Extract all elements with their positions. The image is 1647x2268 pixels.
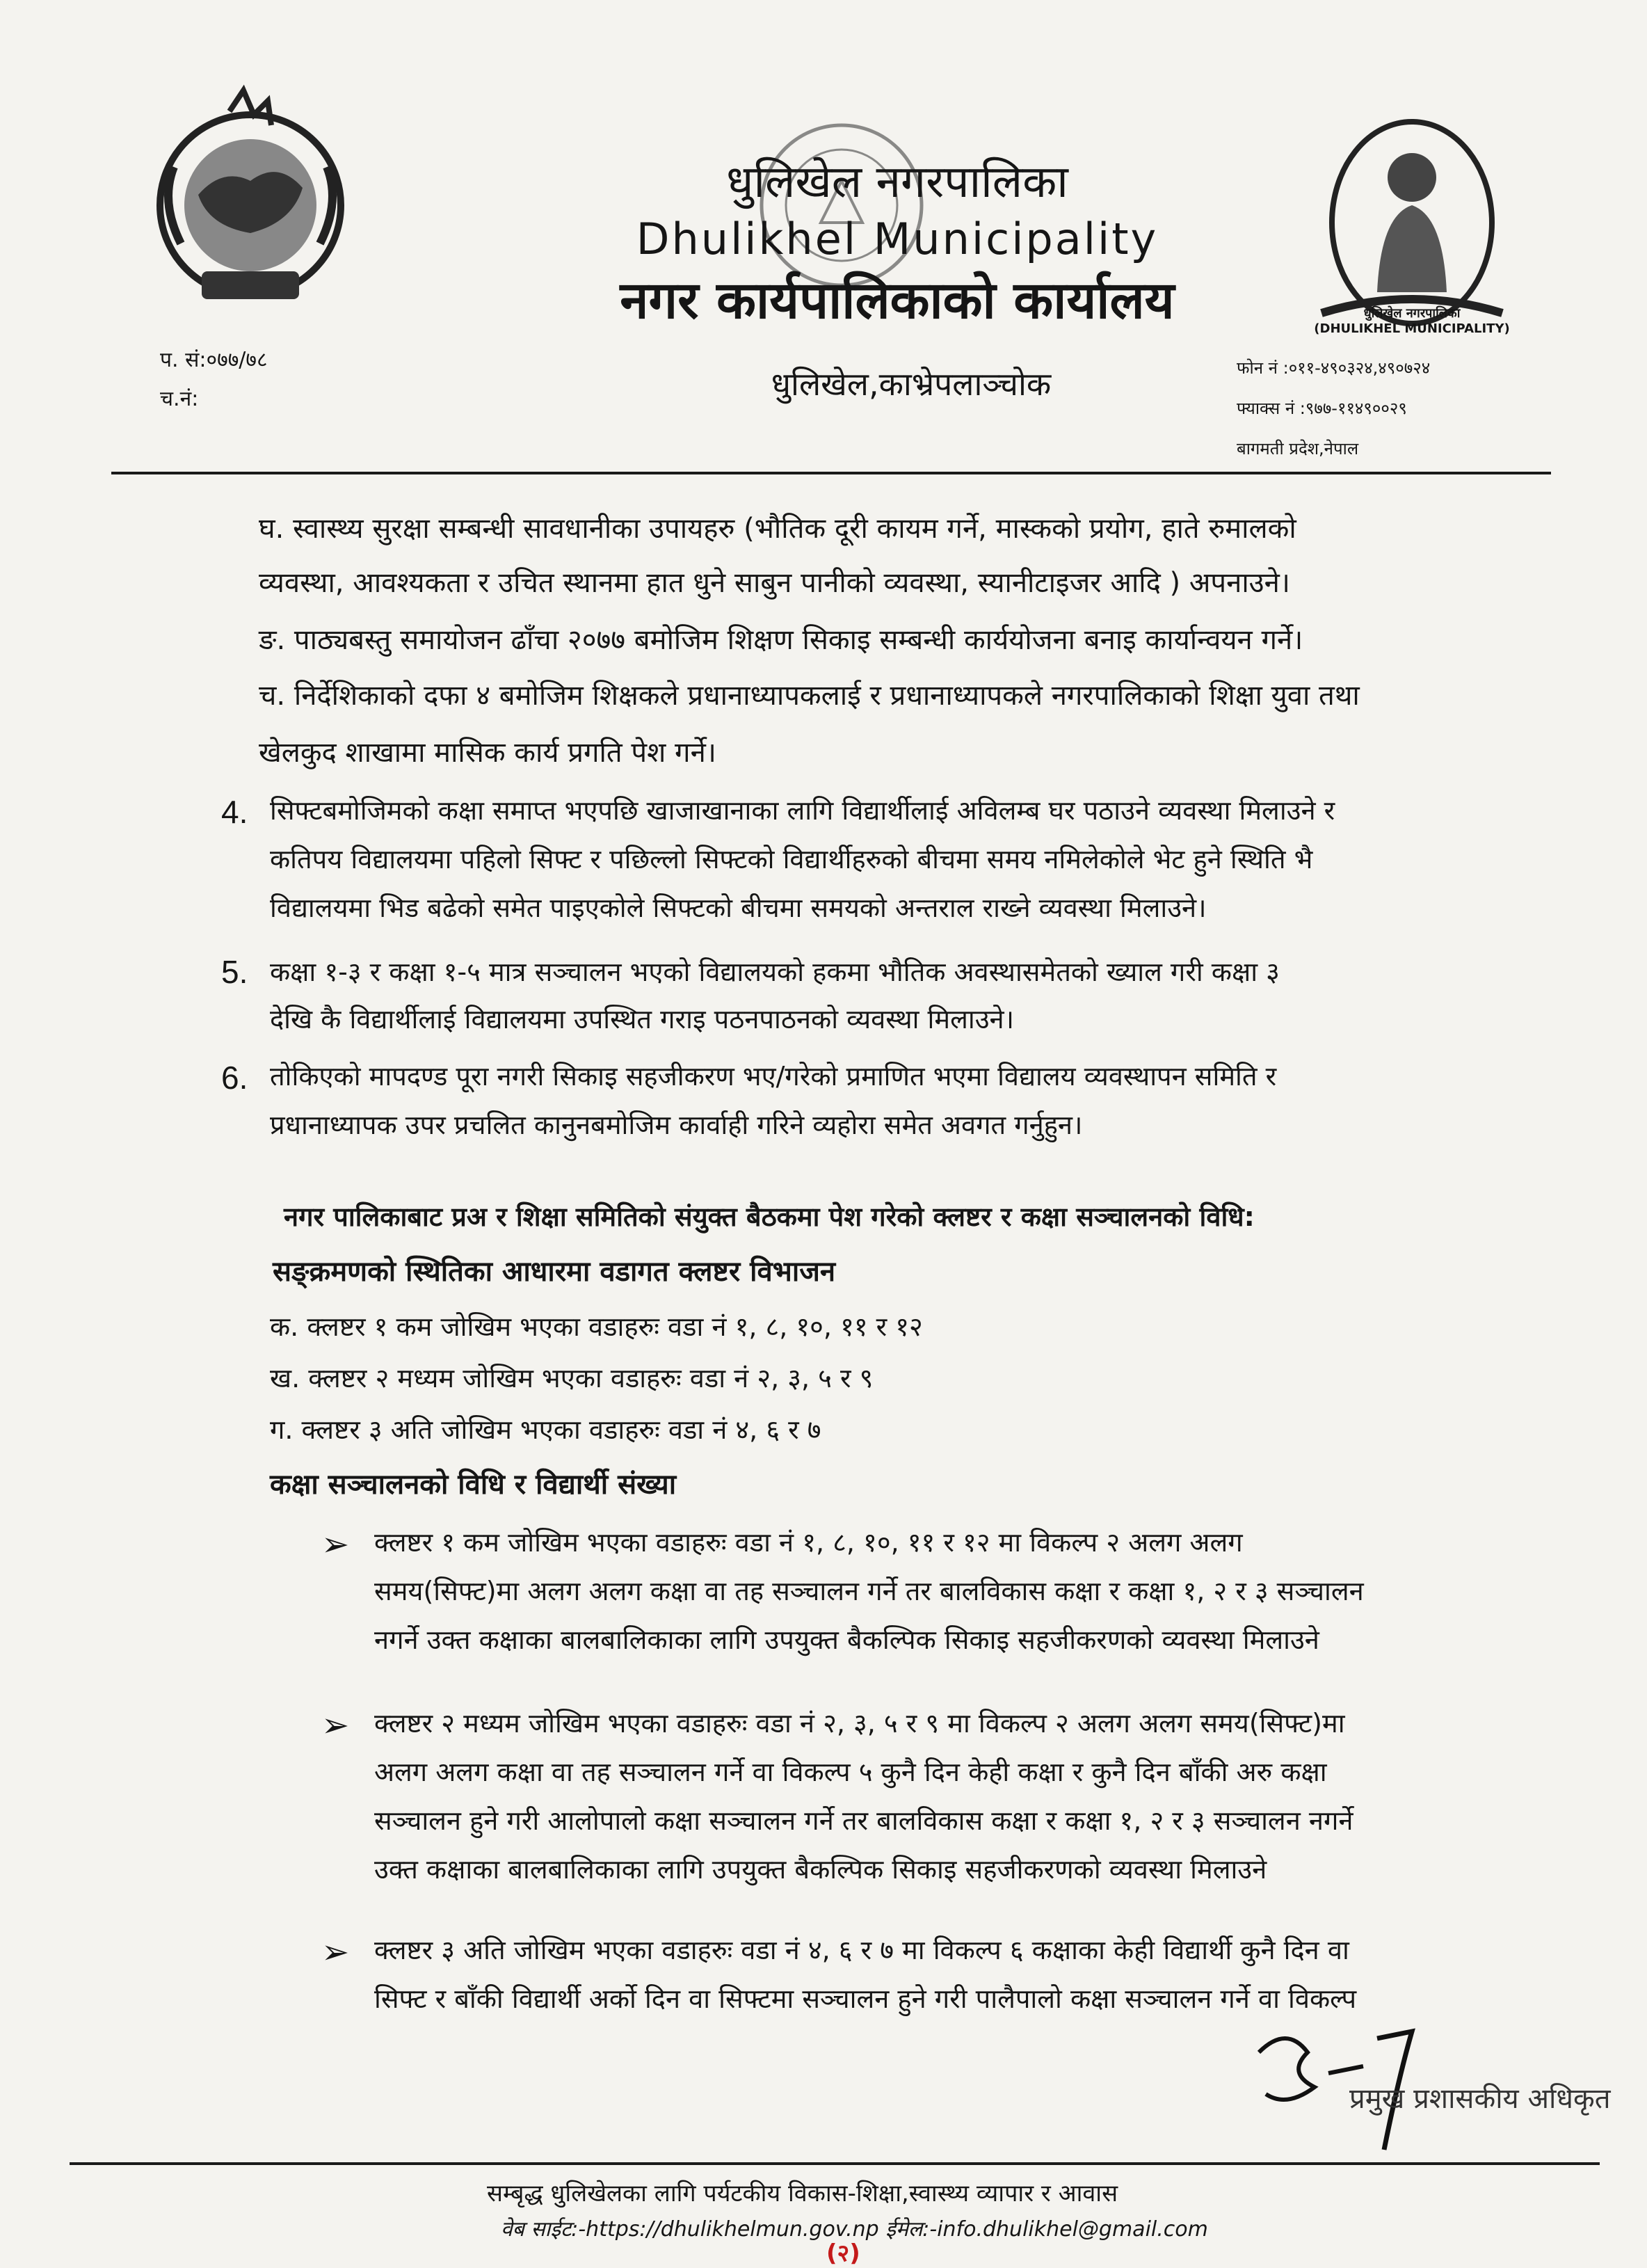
header-divider [111,472,1551,474]
item5-line: देखि कै विद्यार्थीलाई विद्यालयमा उपस्थित गराइ पठनपाठनको व्यवस्था मिलाउने। [270,1004,1015,1035]
cluster-item: क. क्लष्टर १ कम जोखिम भएका वडाहरुः वडा नं १, ८, १०, ११ र १२ [270,1311,923,1342]
bullet2-line: सञ्चालन हुने गरी आलोपालो कक्षा सञ्चालन गर्ने तर बालविकास कक्षा र कक्षा १, २ र ३ सञ्चालन नगर्ने [374,1805,1353,1836]
body-line: घ. स्वास्थ्य सुरक्षा सम्बन्धी सावधानीका उपायहरु (भौतिक दूरी कायम गर्ने, मास्कको प्रयोग, हाते रुमालको [259,513,1296,545]
handwritten-signature [1245,2011,1611,2164]
logo-caption-english: (DHULIKHEL MUNICIPALITY) [1314,321,1510,336]
bullet3-line: सिफ्ट र बाँकी विद्यार्थी अर्को दिन वा सिफ्टमा सञ्चालन हुने गरी पालैपालो कक्षा सञ्चालन गर्ने वा विकल्प [374,1983,1357,2014]
body-line: ङ. पाठ्यबस्तु समायोजन ढाँचा २०७७ बमोजिम शिक्षण सिकाइ सम्बन्धी कार्ययोजना बनाइ कार्यान्वयन गर्ने। [259,624,1303,656]
logo-caption-nepali: धुलिखेल नगरपालिका [1363,306,1461,321]
municipality-name-nepali: धुलिखेल नगरपालिका [726,157,1068,208]
province-name: बागमती प्रदेश,नेपाल [1237,439,1359,458]
bullet2-line: क्लष्टर २ मध्यम जोखिम भएका वडाहरुः वडा नं २, ३, ५ र ९ मा विकल्प २ अलग अलग समय(सिफ्ट)मा [374,1708,1345,1739]
item6-line: तोकिएको मापदण्ड पूरा नगरी सिकाइ सहजीकरण भए/गरेको प्रमाणित भएमा विद्यालय व्यवस्थापन समिति र [270,1061,1277,1092]
section-heading: नगर पालिकाबाट प्रअ र शिक्षा समितिको संयुक्त बैठकमा पेश गरेको क्लष्टर र कक्षा सञ्चालनको विधि: [284,1201,1255,1232]
item-number: 5. [221,954,248,990]
arrow-bullet-icon: ➢ [321,1933,350,1972]
logo-caption [1294,306,1530,337]
phone-number: फोन नं :०११-४९०३२४,४९०७२४ [1237,358,1431,378]
arrow-bullet-icon: ➢ [321,1525,350,1564]
bullet1-line: क्लष्टर १ कम जोखिम भएका वडाहरुः वडा नं १, ८, १०, ११ र १२ मा विकल्प २ अलग अलग [374,1527,1243,1558]
bullet2-line: अलग अलग कक्षा वा तह सञ्चालन गर्ने वा विकल्प ५ कुनै दिन केही कक्षा र कुनै दिन बाँकी अरु कक्षा [374,1757,1327,1787]
letterhead-title-block [501,153,1294,334]
body-line: खेलकुद शाखामा मासिक कार्य प्रगति पेश गर्ने। [259,737,716,769]
contact-block [1237,348,1430,469]
cluster-item: ख. क्लष्टर २ मध्यम जोखिम भएका वडाहरुः वडा नं २, ३, ५ र ९ [270,1363,874,1393]
bullet1-line: नगर्ने उक्त कक्षाका बालबालिकाका लागि उपयुक्त बैकल्पिक सिकाइ सहजीकरणको व्यवस्था मिलाउने [374,1624,1319,1655]
item4-line: कतिपय विद्यालयमा पहिलो सिफ्ट र पछिल्लो सिफ्टको विद्यार्थीहरुको बीचमा समय नमिलेकोले भेट हुने स्थिति भै [270,844,1313,875]
bullet2-line: उक्त कक्षाका बालबालिकाका लागि उपयुक्त बैकल्पिक सिकाइ सहजीकरणको व्यवस्था मिलाउने [374,1854,1267,1885]
footer-contact: वेब साईट:-https://dhulikhelmun.gov.np ईमेल:-info.dhulikhel@gmail.com [501,2217,1208,2242]
item4-line: विद्यालयमा भिड बढेको समेत पाइएकोले सिफ्टको बीचमा समयको अन्तराल राख्ने व्यवस्था मिलाउने। [270,893,1207,923]
section-subheading: सङ्क्रमणको स्थितिका आधारमा वडागत क्लष्टर विभाजन [273,1256,836,1288]
municipality-deity-logo [1308,111,1516,334]
footer-tagline: सम्बृद्ध धुलिखेलका लागि पर्यटकीय विकास-शिक्षा,स्वास्थ्य व्यापार र आवास [487,2180,1118,2207]
body-line: च. निर्देशिकाको दफा ४ बमोजिम शिक्षकले प्रधानाध्यापकलाई र प्रधानाध्यापकले नगरपालिकाको शिक्षा युवा तथा [259,680,1360,712]
municipality-name-english: Dhulikhel Municipality [636,214,1159,264]
nepal-emblem-logo [132,83,369,320]
footer-divider [70,2162,1600,2165]
reference-number: प. सं:०७७/७८ [160,348,268,372]
bullet3-line: क्लष्टर ३ अति जोखिम भएका वडाहरुः वडा नं ४, ६ र ७ मा विकल्प ६ कक्षाका केही विद्यार्थी कुनै दिन वा [374,1935,1349,1965]
office-name: नगर कार्यपालिकाको कार्यालय [620,271,1175,330]
bullet1-line: समय(सिफ्ट)मा अलग अलग कक्षा वा तह सञ्चालन गर्ने तर बालविकास कक्षा र कक्षा १, २ र ३ सञ्चालन [374,1576,1364,1606]
item5-line: कक्षा १-३ र कक्षा १-५ मात्र सञ्चालन भएको विद्यालयको हकमा भौतिक अवस्थासमेतको ख्याल गरी कक्षा ३ [270,957,1280,987]
page-number: (२) [826,2239,860,2267]
item6-line: प्रधानाध्यापक उपर प्रचलित कानुनबमोजिम कार्वाही गरिने व्यहोरा समेत अवगत गर्नुहुन। [270,1110,1083,1140]
fax-number: फ्याक्स नं :९७७-११४९००२९ [1237,399,1407,418]
section-subheading: कक्षा सञ्चालनको विधि र विद्यार्थी संख्या [270,1469,677,1501]
dispatch-number: च.नं: [160,387,199,411]
item-number: 4. [221,794,248,830]
body-line: व्यवस्था, आवश्यकता र उचित स्थानमा हात धुने साबुन पानीको व्यवस्था, स्यानीटाइजर आदि ) अपनाउने। [259,567,1290,599]
arrow-bullet-icon: ➢ [321,1706,350,1745]
item4-line: सिफ्टबमोजिमको कक्षा समाप्त भएपछि खाजाखानाका लागि विद्यार्थीलाई अविलम्ब घर पठाउने व्यवस्था मिलाउने र [270,795,1335,826]
reference-block [160,341,268,419]
cluster-item: ग. क्लष्टर ३ अति जोखिम भएका वडाहरुः वडा नं ४, ६ र ७ [270,1414,821,1445]
office-address: धुलिखेल,काभ्रेपलाञ्चोक [771,365,1052,403]
item-number: 6. [221,1060,248,1096]
signature-stamp-text: प्रमुख प्रशासकीय अधिकृत [1349,2083,1611,2115]
